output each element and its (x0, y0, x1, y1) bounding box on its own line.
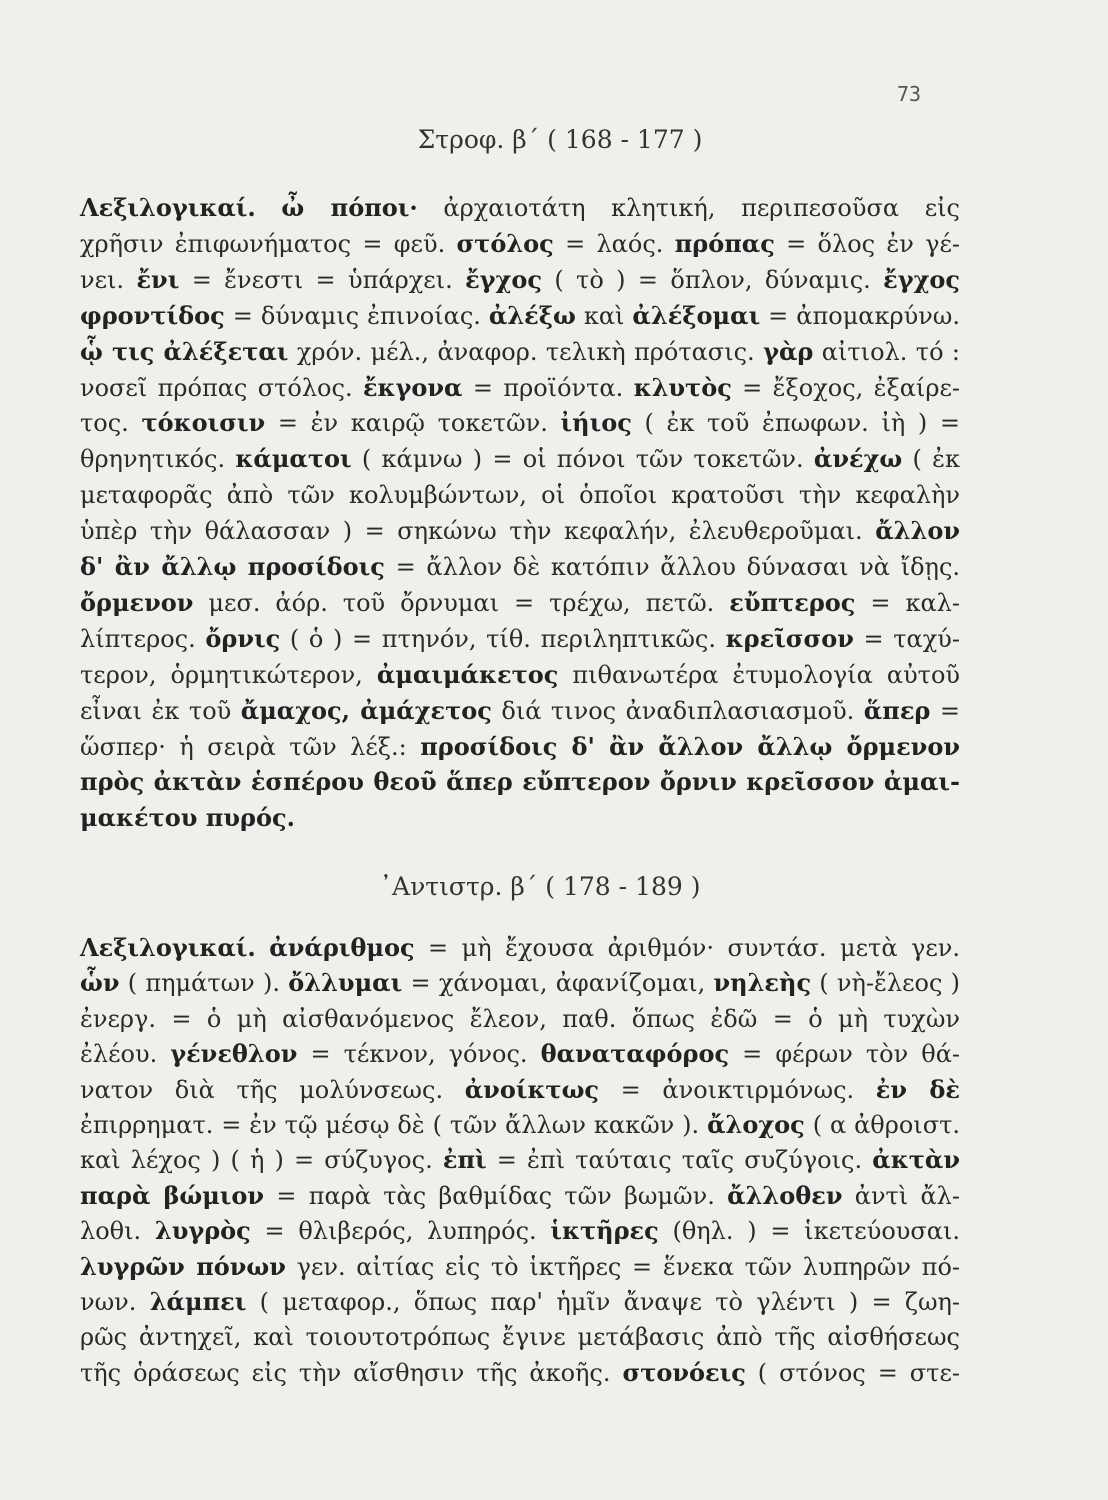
text-line (80, 965, 960, 1001)
lemma-term: κρεῖσσον (725, 623, 854, 653)
text-line (80, 657, 960, 693)
lemma-term: ὄρμενον (80, 587, 194, 617)
text-line (80, 441, 960, 477)
gloss-text (256, 934, 269, 962)
gloss-text: πιθανωτέρα ἐτυμολογία αὐτοῦ (558, 660, 960, 689)
gloss-text: ρῶς ἀντηχεῖ, καὶ τοιουτοτρόπως ἔγινε μετάβασις ἀπὸ τῆς αἰσθήσεως (80, 1323, 960, 1352)
text-line (80, 621, 960, 657)
text-line (80, 764, 960, 800)
gloss-text: εἶναι ἐκ τοῦ (80, 696, 241, 725)
gloss-text: ( ἐκ (902, 445, 961, 474)
text-line (80, 1001, 960, 1037)
gloss-text: θρηνητικός. (80, 445, 236, 474)
gloss-text: = ταχύ- (853, 624, 961, 653)
gloss-text: καὶ (575, 301, 633, 330)
gloss-text: αἰτιολ. τό : (813, 337, 961, 366)
gloss-text: = ἄλλον δὲ κατόπιν ἄλλου δύνασαι νὰ ἴδῃς. (384, 553, 961, 581)
text-line (80, 513, 960, 549)
gloss-text: ( πημάτων ). (119, 969, 289, 998)
lemma-term: προσίδοις δ' ἂν ἄλλον ἄλλῳ ὄρμενον (420, 731, 960, 761)
lemma-term: ἄλλον (875, 516, 960, 546)
text-line (80, 1178, 960, 1214)
gloss-text: = λαός. (553, 229, 675, 258)
lemma-term: ἀνοίκτως (464, 1074, 600, 1104)
gloss-text: μεταφορᾶς ἀπὸ τῶν κολυμβώντων, οἱ ὁποῖοι κρατοῦσι τὴν κεφαλὴν (80, 481, 960, 510)
lemma-term: ὄρνις (205, 623, 281, 653)
gloss-text: ( ἐκ τοῦ ἐπωφων. ἰὴ ) = (631, 409, 960, 438)
gloss-text: = θλιβερός, λυπηρός. (250, 1217, 551, 1246)
gloss-text: = ἐν καιρῷ τοκετῶν. (265, 409, 561, 438)
gloss-text: = ἔξοχος, ἐξαίρε- (731, 373, 960, 402)
lemma-term: λυγρὸς (154, 1216, 251, 1246)
text-line (80, 1355, 960, 1391)
gloss-text: ἐλέου. (80, 1040, 171, 1069)
text-line (80, 1107, 960, 1143)
text-line (80, 1213, 960, 1249)
lemma-term: ὦ πόποι· (281, 193, 418, 222)
gloss-text: ὑπὲρ τὴν θάλασσαν ) = σηκώνω τὴν κεφαλήν, ἐλευθεροῦμαι. (80, 517, 876, 546)
lemma-term: ἱκτῆρες (550, 1216, 659, 1246)
lemma-term: ᾧ τις ἀλέξεται (80, 336, 289, 366)
text-line (80, 298, 960, 334)
gloss-text: = ἔνεστι = ὑπάρχει. (179, 265, 466, 294)
gloss-text: = ἐπὶ ταύταις ταῖς συζύγοις. (486, 1146, 873, 1175)
gloss-text: νοσεῖ πρόπας στόλος. (80, 373, 363, 402)
gloss-text: διά τινος ἀναδιπλασιασμοῦ. (491, 696, 864, 725)
text-line (80, 190, 960, 226)
text-line (80, 262, 960, 298)
lemma-term: ἀνέχω (813, 444, 903, 474)
lemma-term: ἄλοχος (707, 1110, 805, 1139)
text-line (80, 729, 960, 765)
lemma-term: κλυτὸς (633, 372, 732, 402)
text-line (80, 477, 960, 513)
lemma-term: τόκοισιν (141, 408, 266, 438)
gloss-text: = φέρων τὸν θά- (729, 1040, 961, 1069)
gloss-text: = (930, 696, 960, 725)
lemma-term: ἔνι (136, 264, 180, 294)
text-line (80, 1036, 960, 1072)
text-line (80, 1284, 960, 1320)
gloss-text: τερον, ὁρμητικώτερον, (80, 660, 377, 689)
gloss-text: λοθι. (80, 1217, 155, 1246)
lemma-term: ὄλλυμαι (288, 968, 403, 998)
text-line (80, 549, 960, 585)
gloss-text: τῆς ὁράσεως εἰς τὴν αἴσθησιν τῆς ἀκοῆς. (80, 1358, 623, 1387)
text-line (80, 930, 960, 966)
text-line (80, 693, 960, 729)
text-line (80, 1072, 960, 1108)
text-line (80, 226, 960, 262)
lemma-term: νηλεὴς (713, 968, 812, 998)
gloss-text: γεν. αἰτίας εἰς τὸ ἱκτῆρες = ἕνεκα τῶν λυπηρῶν πό- (285, 1252, 961, 1281)
lemma-term: ἰήιος (560, 408, 632, 438)
lemma-term: γὰρ (763, 336, 814, 366)
lemma-term: δ' ἂν ἄλλῳ προσίδοις (80, 552, 385, 581)
text-line (80, 800, 960, 836)
gloss-text: ( στόνος = στε- (745, 1358, 961, 1387)
lemma-term: ἔγχος (465, 264, 542, 294)
page-number: 73 (897, 82, 922, 106)
lemma-term: θαναταφόρος (540, 1039, 730, 1069)
gloss-text: = ἀπομακρύνω. (760, 301, 960, 330)
lemma-term: εὔπτερος (729, 587, 856, 617)
lemma-term: ἀκτὰν (872, 1145, 960, 1175)
gloss-text: ἐνεργ. = ὁ μὴ αἰσθανόμενος ἔλεον, παθ. ὅπως ἐδῶ = ὁ μὴ τυχὼν (80, 1004, 960, 1033)
text-line (80, 405, 960, 441)
gloss-text: ( νὴ-ἔλεος ) (811, 969, 961, 998)
text-line (80, 334, 960, 370)
lemma-term: ἔκγονα (362, 372, 463, 402)
text-line (80, 585, 960, 621)
lemma-term: κάματοι (235, 444, 352, 474)
section-heading-strophe: Στροφ. β΄ ( 168 - 177 ) (417, 125, 703, 154)
lemma-term: μακέτου πυρός. (80, 803, 295, 833)
gloss-text: = τέκνον, γόνος. (297, 1040, 541, 1069)
lemma-term: ἐπὶ (442, 1145, 487, 1175)
lemma-term: ἀλέξω (488, 300, 576, 330)
lemma-term: ἄλλοθεν (727, 1180, 843, 1210)
gloss-text: χρῆσιν ἐπιφωνήματος = φεῦ. (80, 229, 457, 258)
gloss-text: = προϊόντα. (462, 373, 634, 402)
section-heading-antistrophe: ᾿Αντιστρ. β΄ ( 178 - 189 ) (379, 872, 701, 901)
gloss-text: ( κάμνω ) = οἱ πόνοι τῶν τοκετῶν. (351, 445, 814, 474)
gloss-text: = καλ- (855, 588, 961, 617)
lemma-term: ἔγχος (883, 264, 961, 294)
lemma-term: Λεξιλογικαί. (80, 193, 256, 222)
gloss-text: τος. (80, 409, 142, 438)
gloss-text: = ὅλος ἐν γέ- (774, 229, 961, 258)
text-line (80, 370, 960, 406)
lemma-term: Λεξιλογικαί. (80, 933, 256, 962)
gloss-text: (θηλ. ) = ἱκετεύουσαι. (658, 1217, 960, 1246)
gloss-text: καὶ λέχος ) ( ἡ ) = σύζυγος. (80, 1146, 443, 1175)
text-line (80, 1142, 960, 1178)
gloss-text: ( τὸ ) = ὅπλον, δύναμις. (541, 265, 884, 294)
lemma-term: ἐν δὲ (875, 1074, 960, 1104)
lemma-term: ἄμαχος, ἀμάχετος (240, 695, 492, 725)
gloss-text: ἀρχαιοτάτη κλητική, περιπεσοῦσα εἰς (417, 194, 960, 222)
gloss-text: ἐπιρρηματ. = ἐν τῷ μέσῳ δὲ ( τῶν ἄλλων κακῶν ). (80, 1111, 708, 1139)
lemma-term: ἀνάριθμος (269, 933, 415, 962)
lemma-term: παρὰ βώμιον (80, 1180, 265, 1210)
gloss-text: λίπτερος. (80, 624, 206, 653)
lemma-term: στόλος (456, 228, 554, 258)
text-line (80, 1319, 960, 1355)
gloss-text: = δύναμις ἐπινοίας. (224, 301, 489, 330)
lemma-term: λυγρῶν πόνων (80, 1251, 286, 1281)
lemma-term: γένεθλον (170, 1039, 298, 1069)
lemma-term: ὧν (80, 968, 120, 998)
gloss-text: ὥσπερ· ἡ σειρὰ τῶν λέξ.: (80, 732, 421, 761)
gloss-text (256, 194, 282, 222)
lemma-term: πρόπας (674, 228, 775, 258)
lemma-term: λάμπει (149, 1287, 247, 1316)
lemma-term: ἀλέξομαι (632, 300, 761, 330)
gloss-text: = μὴ ἔχουσα ἀριθμόν· συντάσ. μετὰ γεν. (414, 934, 960, 962)
gloss-text: νει. (80, 265, 137, 294)
lemma-term: στονόεις (622, 1357, 746, 1387)
gloss-text: ἀντὶ ἄλ- (842, 1181, 961, 1210)
gloss-text: ( ὁ ) = πτηνόν, τίθ. περιληπτικῶς. (280, 624, 726, 653)
lemma-term: ἅπερ (863, 695, 931, 725)
gloss-text: ( α ἀθροιστ. (804, 1111, 960, 1139)
gloss-text: χρόν. μέλ., ἀναφορ. τελικὴ πρότασις. (288, 337, 764, 366)
lemma-term: ἀμαιμάκετος (376, 659, 559, 689)
gloss-text: νατον διὰ τῆς μολύνσεως. (80, 1075, 465, 1104)
gloss-text: μεσ. ἀόρ. τοῦ ὄρνυμαι = τρέχω, πετῶ. (193, 588, 730, 617)
gloss-text: = ἀνοικτιρμόνως. (599, 1075, 876, 1104)
gloss-text: ( μεταφορ., ὅπως παρ' ἡμῖν ἄναψε τὸ γλέντι ) = ζωη- (246, 1288, 960, 1316)
text-line (80, 1249, 960, 1285)
lemma-term: φροντίδος (80, 300, 225, 330)
gloss-text: νων. (80, 1288, 150, 1316)
lemma-term: πρὸς ἀκτὰν ἑσπέρου θεοῦ ἅπερ εὔπτερον ὄρνιν κρεῖσσον ἀμαι- (80, 767, 960, 797)
gloss-text: = χάνομαι, ἀφανίζομαι, (402, 969, 714, 998)
gloss-text: = παρὰ τὰς βαθμίδας τῶν βωμῶν. (264, 1181, 728, 1210)
